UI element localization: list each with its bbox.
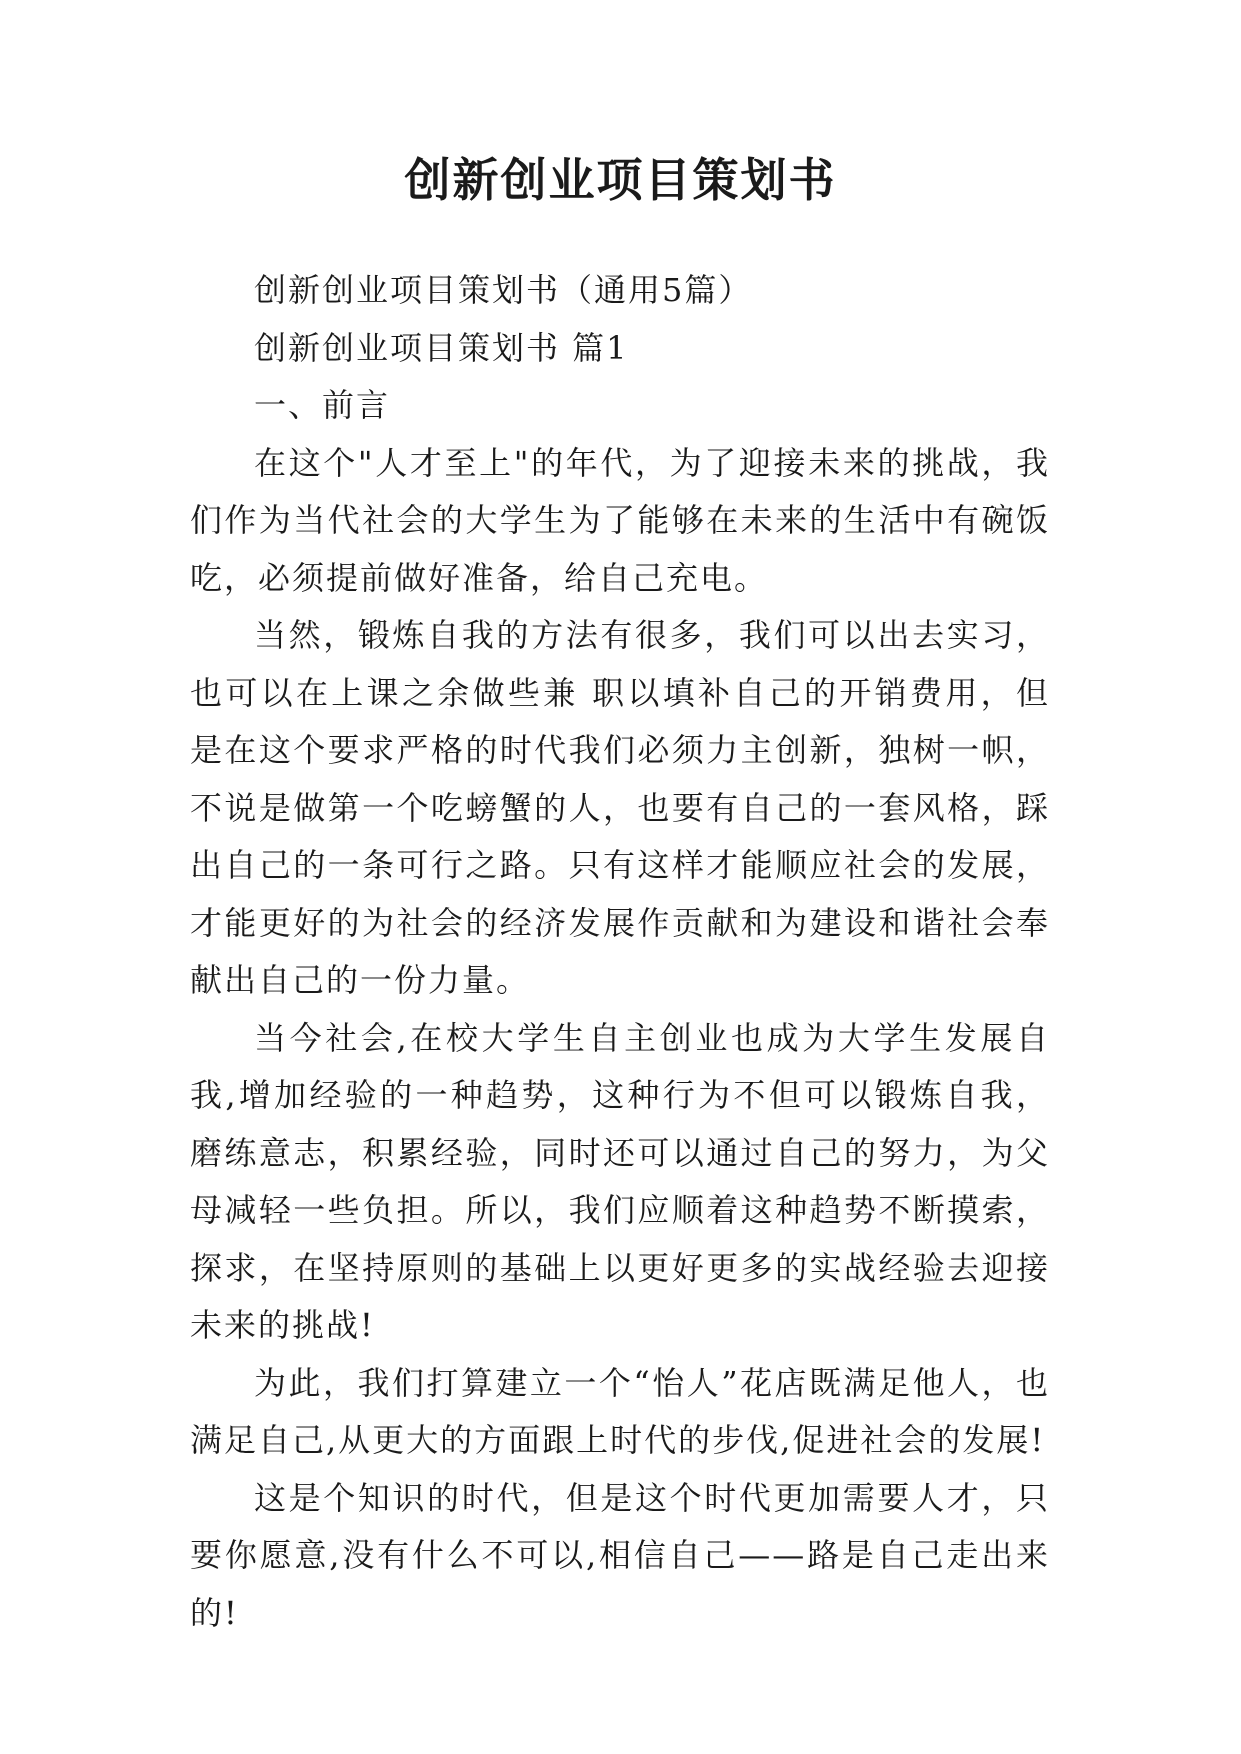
paragraph-section-heading: 创新创业项目策划书 篇1: [254, 328, 629, 367]
paragraph: 这是个知识的时代，但是这个时代更加需要人才，只要你愿意,没有什么不可以,相信自己——路是自己走出来的!: [190, 1478, 1050, 1632]
document-body: [190, 262, 1050, 1642]
paragraph: 当然，锻炼自我的方法有很多，我们可以出去实习，也可以在上课之余做些兼 职以填补自己的开销费用，但是在这个要求严格的时代我们必须力主创新，独树一帜，不说是做第一个吃螃蟹的人，也要有自己的一套风格，踩出自己的一条可行之路。只有这样才能顺应社会的发展，才能更好的为社会的经济发展作贡献和为建设和谐社会奉献出自己的一份力量。: [190, 616, 1050, 999]
paragraph: 为此，我们打算建立一个“怡人”花店既满足他人，也满足自己,从更大的方面跟上时代的步伐,促进社会的发展!: [190, 1363, 1050, 1459]
document-title: 创新创业项目策划书: [404, 153, 837, 207]
paragraph: 在这个"人才至上"的年代，为了迎接未来的挑战，我们作为当代社会的大学生为了能够在未来的生活中有碗饭吃，必须提前做好准备，给自己充电。: [190, 443, 1050, 597]
paragraph-subtitle: 创新创业项目策划书（通用5篇）: [254, 271, 753, 309]
paragraph-preface-heading: 一、前言: [254, 386, 391, 424]
paragraph: 当今社会,在校大学生自主创业也成为大学生发展自我,增加经验的一种趋势，这种行为不但可以锻炼自我，磨练意志，积累经验，同时还可以通过自己的努力，为父母减轻一些负担。所以，我们应顺着这种趋势不断摸索，探求，在坚持原则的基础上以更好更多的实战经验去迎接未来的挑战!: [190, 1018, 1050, 1344]
